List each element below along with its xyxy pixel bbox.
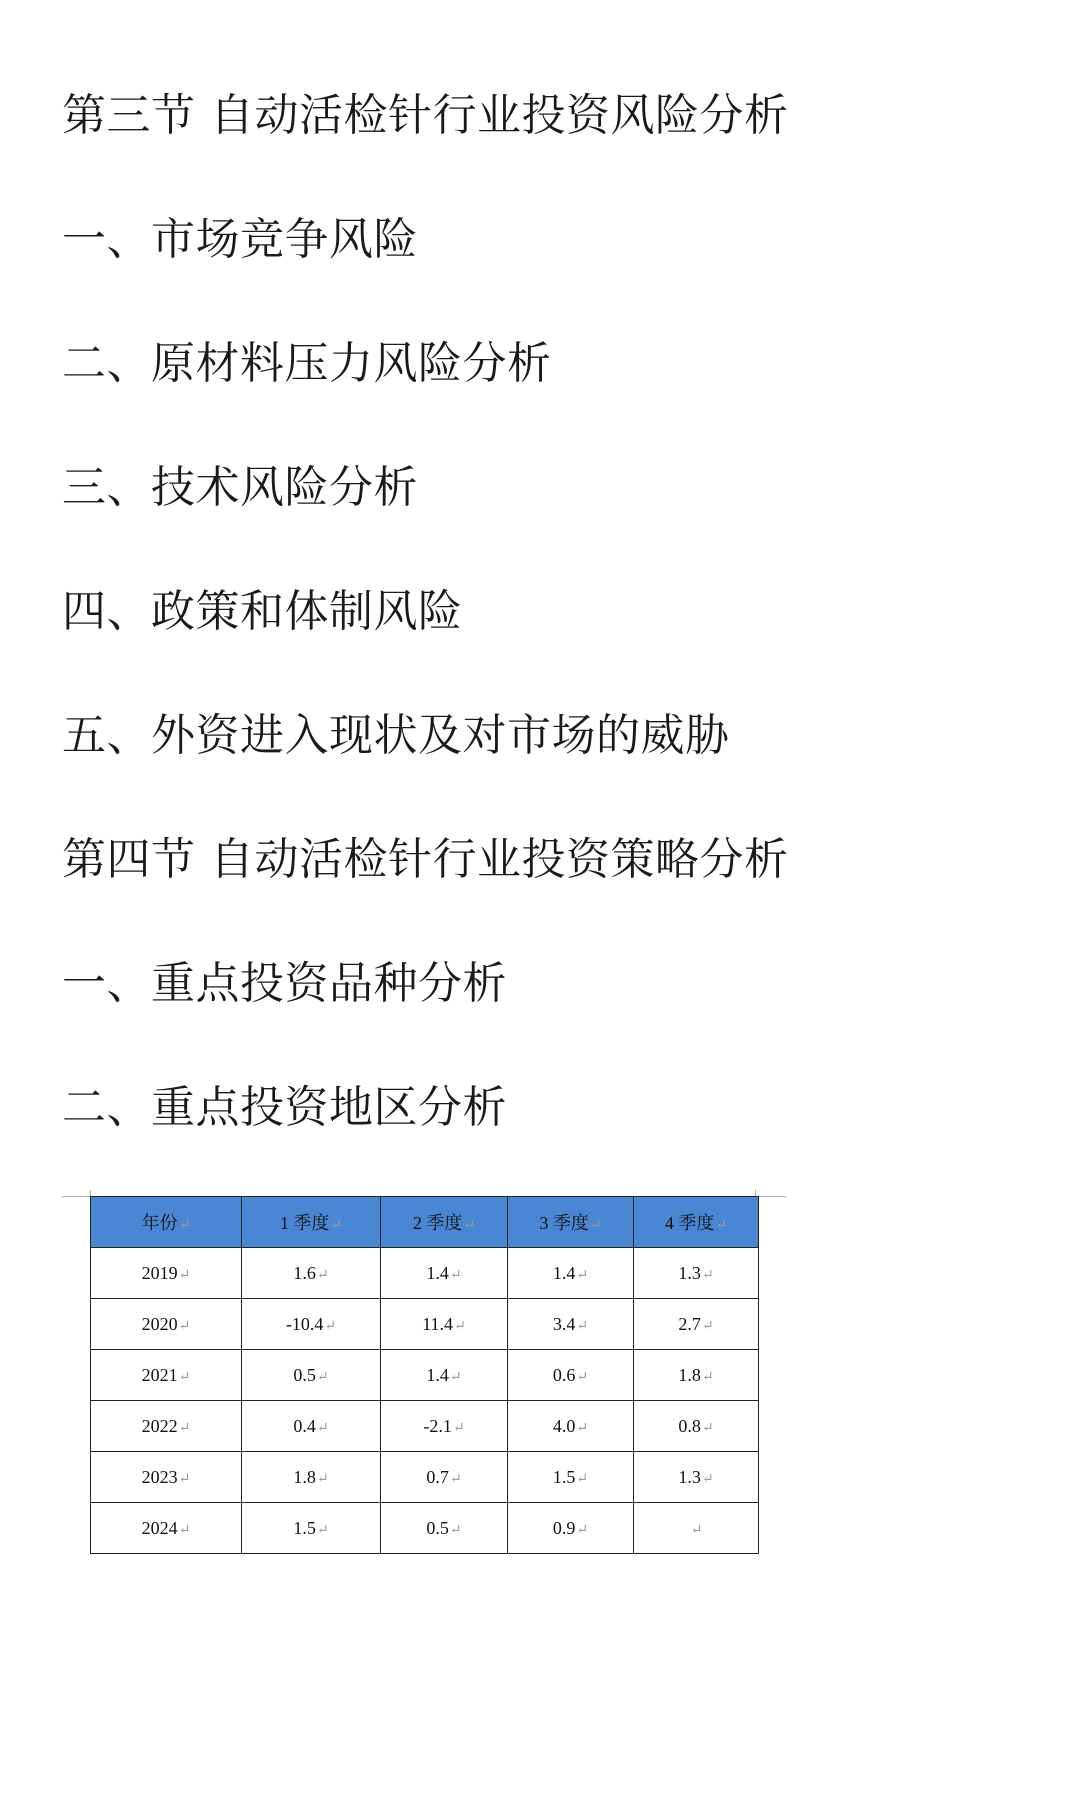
paragraph-mark-icon: ↵ [576,1471,589,1487]
cell-text: 1.4 [426,1262,449,1283]
table-cell-q3 [508,1248,634,1299]
cell-text: 4.0 [552,1415,576,1436]
header-cell-q3 [508,1197,634,1248]
table-row [91,1452,759,1503]
table-cell-q4 [634,1503,759,1554]
cell-text: 1.8 [678,1364,701,1385]
risk-heading-raw-material: 二、原材料压力风险分析 [62,338,552,389]
table-cell-year [91,1299,242,1350]
table-cell-q3 [508,1299,634,1350]
risk-heading-foreign-capital: 五、外资进入现状及对市场的威胁 [62,710,730,761]
header-cell-q4 [634,1197,759,1248]
table-header-row [91,1197,759,1248]
paragraph-mark-icon: ↵ [178,1318,191,1334]
table-corner-mark-right [756,1196,786,1197]
section-heading-3: 第三节 自动活检针行业投资风险分析 [62,90,789,141]
table-cell-q3 [508,1503,634,1554]
table-cell-q1 [242,1452,381,1503]
paragraph-mark-icon: ↵ [178,1369,191,1385]
cell-text: 1.3 [678,1262,701,1283]
table-cell-year [91,1248,242,1299]
cell-text: 11.4 [422,1313,454,1334]
table-cell-q1 [242,1503,381,1554]
header-cell-q2 [381,1197,508,1248]
cell-text: 1.4 [426,1364,449,1385]
paragraph-mark-icon: ↵ [449,1522,462,1538]
cell-text: 4 季度 [664,1213,715,1233]
cell-text: 0.5 [293,1364,316,1385]
paragraph-mark-icon: ↵ [316,1471,329,1487]
table-cell-q4 [634,1452,759,1503]
paragraph-mark-icon: ↵ [576,1369,589,1385]
paragraph-mark-icon: ↵ [701,1471,714,1487]
quarterly-table-container [62,1196,786,1576]
paragraph-mark-icon: ↵ [589,1218,602,1233]
cell-text: 2021 [141,1364,178,1385]
table-cell-q2 [381,1248,508,1299]
section-heading-4: 第四节 自动活检针行业投资策略分析 [62,834,789,885]
header-cell-q1 [242,1197,381,1248]
cell-text: 1.8 [293,1466,316,1487]
paragraph-mark-icon: ↵ [452,1420,465,1436]
table-cell-q2 [381,1452,508,1503]
paragraph-mark-icon: ↵ [454,1318,466,1334]
paragraph-mark-icon: ↵ [576,1318,589,1334]
paragraph-mark-icon: ↵ [316,1522,329,1538]
table-cell-q2 [381,1503,508,1554]
cell-text: 3 季度 [539,1213,589,1233]
paragraph-mark-icon: ↵ [463,1218,476,1233]
paragraph-mark-icon: ↵ [576,1267,589,1283]
table-row [91,1401,759,1452]
cell-text: 0.7 [426,1466,449,1487]
cell-text: 0.8 [678,1415,701,1436]
paragraph-mark-icon: ↵ [701,1267,714,1283]
paragraph-mark-icon: ↵ [316,1267,329,1283]
paragraph-mark-icon: ↵ [701,1420,714,1436]
cell-text: 1.5 [293,1517,316,1538]
header-cell-year [91,1197,242,1248]
strategy-heading-products: 一、重点投资品种分析 [62,958,507,1009]
paragraph-mark-icon: ↵ [178,1471,191,1487]
cell-text: 2022 [141,1415,178,1436]
table-row [91,1503,759,1554]
strategy-heading-regions: 二、重点投资地区分析 [62,1082,507,1133]
cell-text: -2.1 [423,1415,452,1436]
section-heading-list [62,84,789,1200]
table-row [91,1248,759,1299]
cell-text: 1 季度 [279,1213,330,1233]
paragraph-mark-icon: ↵ [178,1218,191,1233]
paragraph-mark-icon: ↵ [690,1522,703,1538]
paragraph-mark-icon: ↵ [330,1218,343,1233]
table-cell-q1 [242,1401,381,1452]
paragraph-mark-icon: ↵ [715,1218,728,1233]
table-cell-q4 [634,1350,759,1401]
cell-text: 1.5 [552,1466,576,1487]
table-cell-year [91,1401,242,1452]
table-cell-q2 [381,1401,508,1452]
cell-text: 1.4 [552,1262,576,1283]
paragraph-mark-icon: ↵ [576,1522,589,1538]
paragraph-mark-icon: ↵ [178,1420,191,1436]
cell-text: 2019 [141,1262,178,1283]
cell-text: 2020 [141,1313,178,1334]
table-cell-q4 [634,1248,759,1299]
table-cell-q4 [634,1401,759,1452]
paragraph-mark-icon: ↵ [178,1267,191,1283]
cell-text: 0.4 [293,1415,316,1436]
table-cell-q1 [242,1350,381,1401]
risk-heading-market-competition: 一、市场竞争风险 [62,214,418,265]
table-cell-q3 [508,1350,634,1401]
table-corner-mark-left [62,1196,90,1197]
table-cell-q4 [634,1299,759,1350]
table-cell-q1 [242,1248,381,1299]
quarterly-data-table [90,1196,759,1554]
cell-text: 1.6 [293,1262,316,1283]
paragraph-mark-icon: ↵ [576,1420,589,1436]
cell-text: 0.5 [426,1517,449,1538]
paragraph-mark-icon: ↵ [316,1420,329,1436]
table-cell-q2 [381,1299,508,1350]
table-cell-year [91,1452,242,1503]
paragraph-mark-icon: ↵ [701,1318,714,1334]
cell-text: 0.9 [552,1517,576,1538]
table-cell-q3 [508,1452,634,1503]
paragraph-mark-icon: ↵ [449,1471,462,1487]
cell-text: 2 季度 [412,1213,463,1233]
risk-heading-technology: 三、技术风险分析 [62,462,418,513]
cell-text: 2024 [141,1517,178,1538]
table-cell-q1 [242,1299,381,1350]
table-cell-q3 [508,1401,634,1452]
paragraph-mark-icon: ↵ [449,1267,462,1283]
table-row [91,1350,759,1401]
cell-text: 3.4 [552,1313,576,1334]
paragraph-mark-icon: ↵ [449,1369,462,1385]
cell-text: 年份 [141,1213,178,1233]
table-cell-q2 [381,1350,508,1401]
paragraph-mark-icon: ↵ [316,1369,329,1385]
cell-text: 2.7 [678,1313,701,1334]
cell-text: -10.4 [285,1313,324,1334]
table-row [91,1299,759,1350]
table-body [91,1248,759,1554]
table-cell-year [91,1350,242,1401]
cell-text: 0.6 [552,1364,576,1385]
risk-heading-policy: 四、政策和体制风险 [62,586,463,637]
cell-text: 2023 [141,1466,178,1487]
paragraph-mark-icon: ↵ [324,1318,337,1334]
paragraph-mark-icon: ↵ [701,1369,714,1385]
cell-text: 1.3 [678,1466,701,1487]
paragraph-mark-icon: ↵ [178,1522,191,1538]
table-cell-year [91,1503,242,1554]
